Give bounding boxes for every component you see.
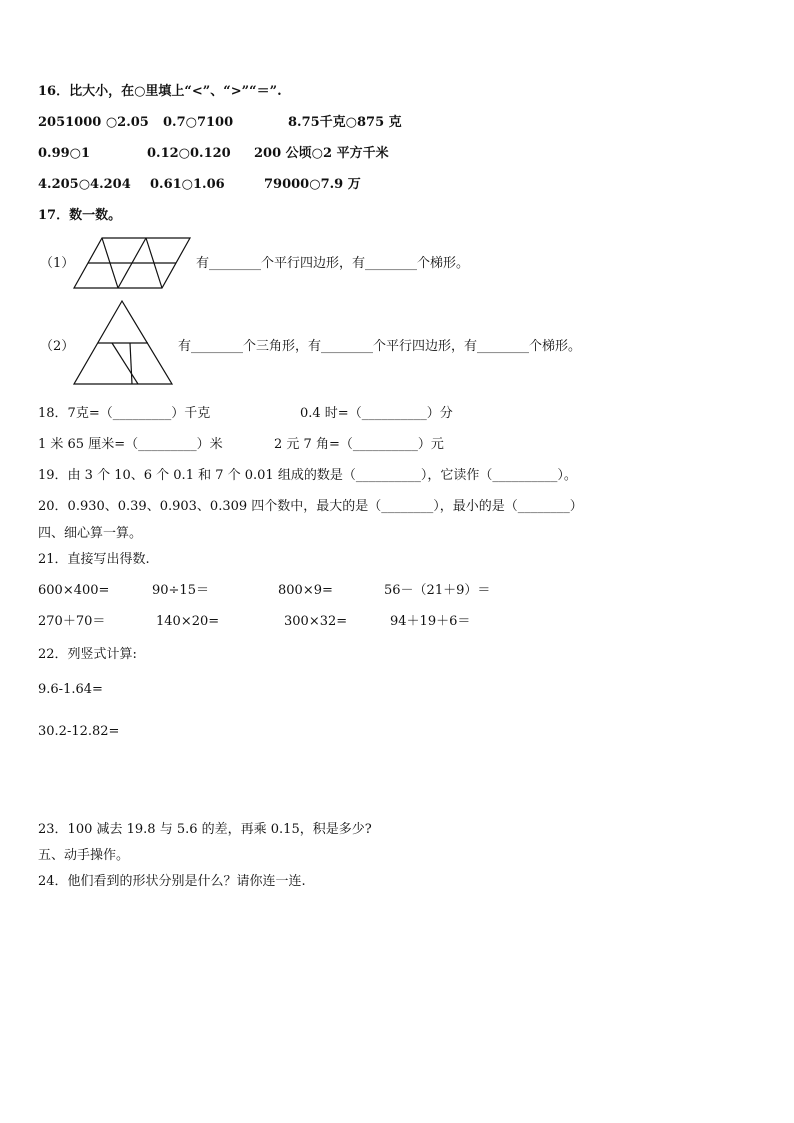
section-4-heading: 四、细心算一算。 — [38, 526, 143, 541]
q22-b: 30.2-12.82= — [38, 724, 120, 739]
q17-part2-label: （2） — [40, 339, 75, 354]
q17-title: 17．数一数。 — [38, 208, 122, 223]
q18-b: 0.4 时=（__________）分 — [300, 406, 453, 421]
section-5-heading: 五、动手操作。 — [38, 848, 130, 863]
q21-r2-c2: 140×20= — [156, 614, 220, 629]
q16-r3-c2: 0.61○1.06 — [150, 177, 225, 192]
q16-r3-c3: 79000○7.9 万 — [264, 177, 361, 192]
q21-r2-c4: 94＋19＋6＝ — [390, 614, 471, 629]
q18-d: 2 元 7 角=（__________）元 — [274, 437, 444, 452]
q21-r1-c2: 90÷15＝ — [152, 583, 209, 598]
triangle-figure — [72, 298, 176, 388]
q22-title: 22．列竖式计算: — [38, 647, 137, 662]
q19: 19．由 3 个 10、6 个 0.1 和 7 个 0.01 组成的数是（__________），它读作（__________）。 — [38, 468, 577, 483]
q18-c: 1 米 65 厘米=（_________）米 — [38, 437, 223, 452]
q21-title: 21．直接写出得数. — [38, 552, 150, 567]
q16-r3-c1: 4.205○4.204 — [38, 177, 131, 192]
q22-a: 9.6-1.64= — [38, 682, 103, 697]
q21-r2-c3: 300×32= — [284, 614, 348, 629]
q16-r2-c1: 0.99○1 — [38, 146, 91, 161]
q21-r1-c4: 56－（21＋9）＝ — [384, 583, 491, 598]
q21-r1-c3: 800×9= — [278, 583, 333, 598]
q21-r1-c1: 600×400= — [38, 583, 110, 598]
q16-title: 16．比大小，在○里填上“<”、“>”“＝”. — [38, 84, 282, 99]
q16-r2-c3: 200 公顷○2 平方千米 — [254, 146, 389, 161]
q24: 24．他们看到的形状分别是什么？请你连一连. — [38, 874, 306, 889]
q16-r1-c2: 0.7○7100 — [163, 115, 234, 130]
q17-part1-label: （1） — [40, 256, 75, 271]
q16-r2-c2: 0.12○0.120 — [147, 146, 231, 161]
q17-part1-text: 有________个平行四边形，有________个梯形。 — [196, 256, 470, 271]
q23: 23．100 减去 19.8 与 5.6 的差，再乘 0.15，积是多少? — [38, 822, 372, 837]
q16-r1-c3: 8.75千克○875 克 — [288, 115, 402, 130]
q18-a: 18．7克=（_________）千克 — [38, 406, 211, 421]
parallelogram-figure — [72, 236, 192, 292]
q21-r2-c1: 270＋70＝ — [38, 614, 106, 629]
q20: 20．0.930、0.39、0.903、0.309 四个数中，最大的是（________），最小的是（________） — [38, 499, 583, 514]
q16-r1-c1: 2051000 ○2.05 — [38, 115, 149, 130]
q17-part2-text: 有________个三角形，有________个平行四边形，有________个梯形。 — [178, 339, 582, 354]
